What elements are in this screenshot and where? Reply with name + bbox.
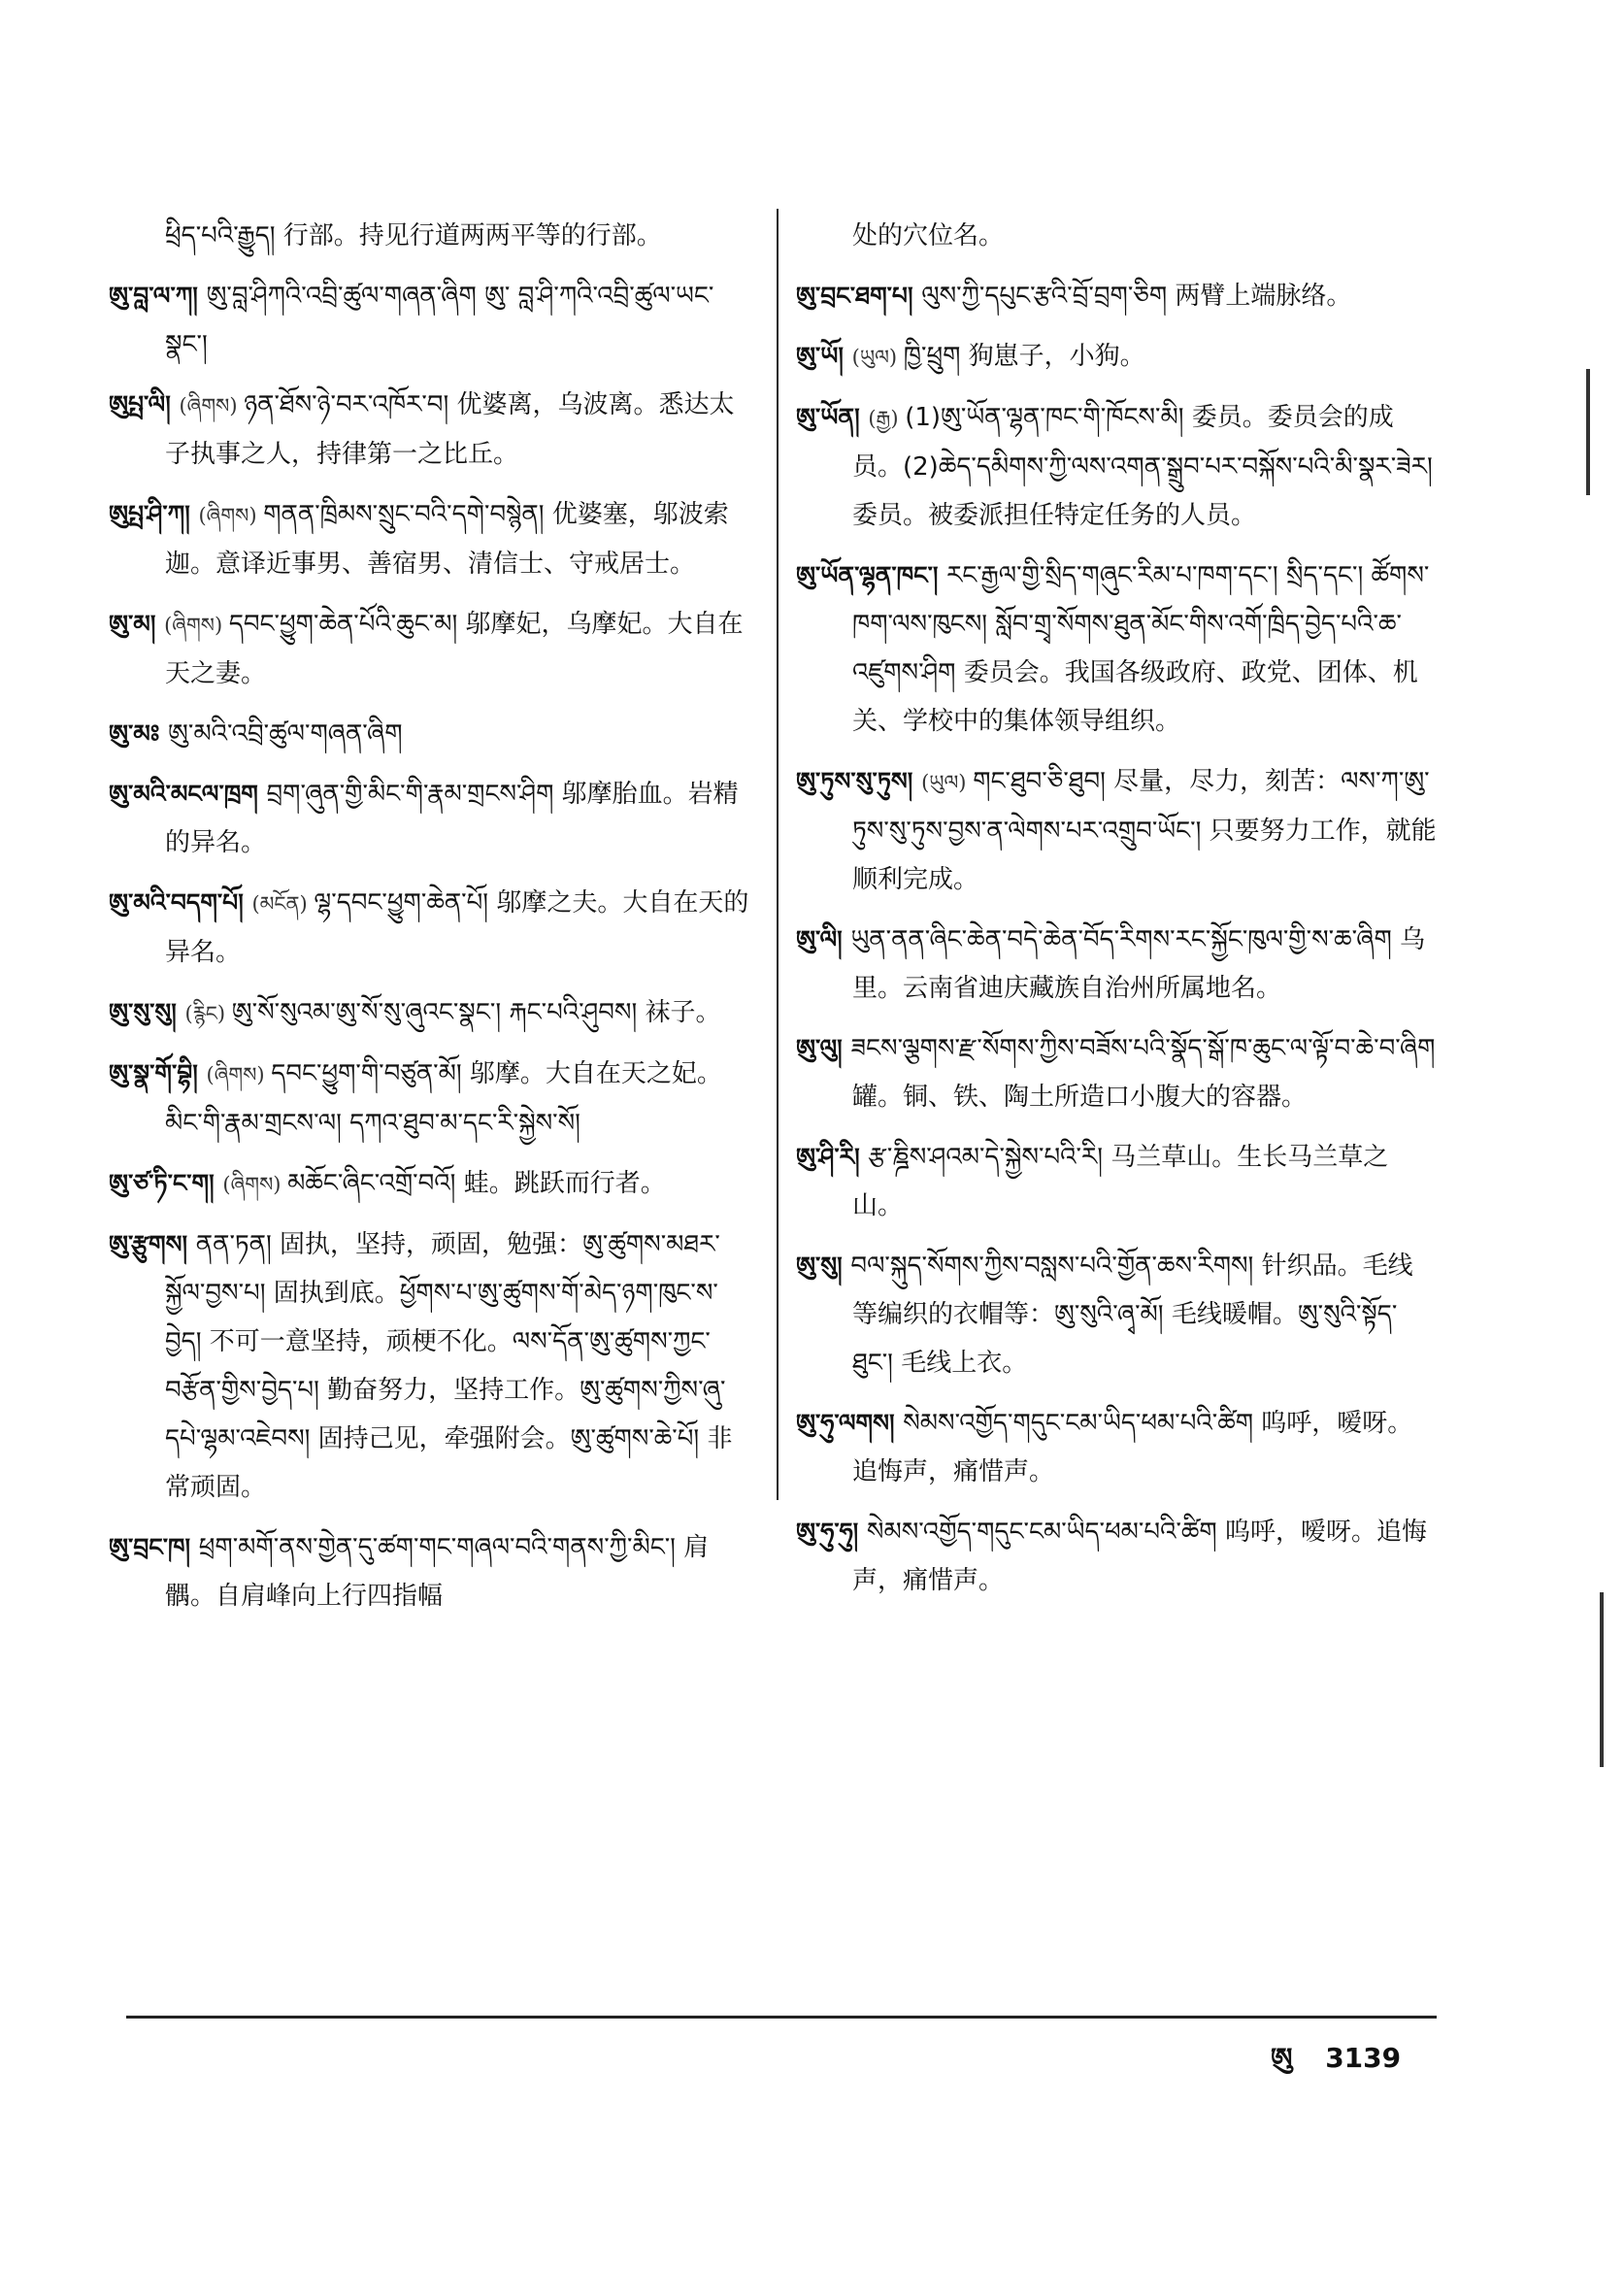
entry-headword: ཨུཔྤ་ལི།: [109, 390, 180, 418]
entry-headword: ཨུ་ཧུ་ཧུ།: [796, 1518, 867, 1546]
entry-headword: ཨུ་རྩུགས།: [109, 1230, 196, 1258]
dictionary-entry: [109, 1220, 754, 1512]
entry-definition: རང་རྒྱལ་གྱི་སྲིད་གཞུང་རིམ་པ་ཁག་དང་། སྲིད་དང་། ཚོགས་ཁག་ལས་ཁུངས། སློབ་གྲྭ་སོགས་ཐུན་མོང་གིས་འགོ་ཁྲིད་བྱེད་པའི་ཆ་འཛུགས་ཤིག 委员会。我国各级政府、政党、团体、机关、学校中的集体领导组织。: [852, 561, 1430, 736]
entry-headword: ཨུ་ཧུ་ལགས།: [796, 1409, 904, 1437]
dictionary-entry: [796, 757, 1437, 904]
dictionary-entry: [109, 381, 754, 479]
entry-headword: ཨུ་ཏུས་སུ་ཏུས།: [796, 767, 922, 795]
entry-definition: རྩ་ཎྜིས་ཤའམ་དེ་སྐྱེས་པའི་རི། 马兰草山。生长马兰草之山。: [852, 1143, 1389, 1220]
entry-source-tag: (རྒྱ): [868, 407, 906, 430]
dictionary-entry: [109, 879, 754, 977]
entry-definition: མཆོང་ཞིང་འགྲོ་བའོ། 蛙。跳跃而行者。: [287, 1169, 666, 1198]
entry-headword: ཨུ་མ།: [109, 610, 165, 638]
entry-headword: ཨུ་ཙ་ཏི་ང་ག།: [109, 1169, 223, 1197]
entry-source-tag: (ཞིགས): [222, 1173, 288, 1196]
entry-source-tag: (ཞིགས): [206, 1063, 272, 1086]
dictionary-entry: [796, 1242, 1437, 1387]
entry-source-tag: (རྙིང): [184, 1002, 232, 1025]
entry-definition: ཟངས་ལྕགས་རྫ་སོགས་ཀྱིས་བཟོས་པའི་སྣོད་སྒོ་ཁ་ཆུང་ལ་ལྟོ་བ་ཆེ་བ་ཞིག 罐。铜、铁、陶土所造口小腹大的容器。: [850, 1034, 1436, 1112]
entry-headword: ཨུ་བྲང་ཁ།: [109, 1533, 199, 1561]
entry-definition: ཕྲག་མགོ་ནས་གྱེན་དུ་ཚག་གང་གཞལ་བའི་གནས་ཀྱི་མིང་། 肩髃。自肩峰向上行四指幅: [165, 1533, 710, 1611]
entry-headword: ཨུ་སུ།: [796, 1252, 851, 1280]
dictionary-entry: [796, 1133, 1437, 1230]
entry-headword: ཨུ་བླ་ལ་ཀ།: [109, 282, 207, 310]
entry-definition: ལུས་ཀྱི་དཔུང་རྩའི་བྲོ་བྲག་ཅིག 两臂上端脉络。: [921, 282, 1352, 311]
entry-headword: ཨུ་སུ་སུ།: [109, 998, 185, 1026]
footer-letter: ཨུ: [1271, 2042, 1293, 2074]
left-column: [109, 212, 754, 1632]
page-footer: [1247, 2027, 1401, 2104]
entry-definition: (1)ཨུ་ཡོན་ལྷན་ཁང་གི་ཁོངས་མི། 委员。委员会的成员。(2)ཆེད་དམིགས་ཀྱི་ལས་འགན་སྒྲུབ་པར་བསྐོས་པའི་མི་སྣར་ཟེར། 委员。被委派担任特定任务的人员。: [852, 403, 1433, 530]
entry-definition: ཨུ་མའི་འབྲི་ཚུལ་གཞན་ཞིག: [168, 719, 403, 749]
entry-headword: ཨུ་ཤི་རི།: [796, 1143, 869, 1171]
entry-headword: ཨུ་བྲང་ཐག་པ།: [796, 282, 922, 310]
footer-rule: [126, 2016, 1437, 2019]
dictionary-entry: [109, 710, 754, 758]
entry-definition: ནན་ཏན། 固执，坚持，顽固，勉强：ཨུ་ཚུགས་མཐར་སྐྱོལ་བྱས་པ། 固执到底。ཕྱོགས་པ་ཨུ་ཚུགས་གོ་མེད་ཉག་ཁུང་ས་བྱེད། 不可一意坚持，顽梗不化。ལས་དོན་ཨུ་ཚུགས་ཀྱང་བརྩོན་གྱིས་བྱེད་པ། 勤奋努力，坚持工作。ཨུ་ཚུགས་ཀྱིས་ཞུ་དཔེ་ལྷམ་འཇེབས། 固持己见，牵强附会。ཨུ་ཚུགས་ཆེ་པོ། 非常顽固。: [165, 1230, 733, 1502]
dictionary-entry: [796, 272, 1437, 320]
entry-headword: ཨུ་ཡོ།: [796, 342, 852, 370]
entry-headword: ཨུ་མཿ: [109, 719, 169, 748]
dictionary-entry: [796, 212, 1437, 260]
entry-source-tag: (མངོན): [251, 892, 315, 916]
dictionary-entry: [109, 770, 754, 867]
entry-definition: ཨུ་སོ་སུའམ་ཨུ་སོ་སུ་ཞུའང་སྣང་། རྐང་པའི་ཤུབས། 袜子。: [231, 998, 721, 1027]
entry-headword: ཨུ་སྣ་གོ་བྷི།: [109, 1059, 207, 1087]
entry-definition: ཡུན་ནན་ཞིང་ཆེན་བདེ་ཆེན་བོད་རིགས་རང་སྐྱོང་ཁུལ་གྱི་ས་ཆ་ཞིག 乌里。云南省迪庆藏族自治州所属地名。: [850, 925, 1426, 1003]
dictionary-entry: [796, 551, 1437, 746]
scan-margin-mark: [1586, 369, 1590, 495]
dictionary-entry: [796, 916, 1437, 1013]
dictionary-entry: [796, 393, 1437, 540]
entry-definition: ཨུ་བླ་ཤིཀའི་འབྲི་ཚུལ་གཞན་ཞིག ཨུ་ བླ་ཤི་ཀའི་འབྲི་ཚུལ་ཡང་སྣང་།: [165, 282, 714, 359]
entry-definition: ལྷ་དབང་ཕྱུག་ཆེན་པོ། 邬摩之夫。大自在天的异名。: [165, 888, 749, 967]
entry-definition: གནན་ཁྲིམས་སྲུང་བའི་དགེ་བསྙེན། 优婆塞，邬波索迦。意译近事男、善宿男、清信士、守戒居士。: [165, 500, 729, 579]
entry-source-tag: (ཞིགས): [179, 394, 245, 417]
dictionary-entry: [796, 1508, 1437, 1605]
entry-definition: སེམས་འགྱོད་གདུང་ངམ་ཡིད་ཕམ་པའི་ཚིག 呜呼，嗳呀。追悔声，痛惜声。: [852, 1518, 1427, 1595]
column-divider: [777, 209, 779, 1500]
dictionary-entry: [796, 332, 1437, 382]
entry-definition: དབང་ཕྱུག་ཆེན་པོའི་ཆུང་མ། 邬摩妃，乌摩妃。大自在天之妻。: [165, 610, 744, 688]
entry-headword: ཨུ་ཡོན།: [796, 403, 869, 431]
right-column: [796, 212, 1437, 1617]
dictionary-entry: [109, 1050, 754, 1148]
dictionary-entry: [109, 600, 754, 698]
dictionary-entry: [109, 490, 754, 588]
entry-definition: ཕྲིད་པའི་རྒྱུད། 行部。持见行道两两平等的行部。: [165, 221, 662, 250]
dictionary-entry: [109, 1159, 754, 1209]
entry-definition: དབང་ཕྱུག་གི་བཙུན་མོ། 邬摩。大自在天之妃。མིང་གི་རྣམ་གྲངས་ལ། དཀའ་ཐུབ་མ་དང་རི་སྐྱེས་སོ།: [165, 1059, 722, 1138]
entry-definition: ཉན་ཐོས་ཉེ་བར་འཁོར་བ། 优婆离，乌波离。悉达太子执事之人，持律第一之比丘。: [165, 390, 735, 469]
entry-definition: གང་ཐུབ་ཅི་ཐུབ། 尽量，尽力，刻苦：ལས་ཀ་ཨུ་ཏུས་སུ་ཏུས་བྱས་ན་ལེགས་པར་འགྲུབ་ཡོང་། 只要努力工作，就能顺利完成。: [852, 767, 1437, 894]
entry-headword: ཨུ་ལུ།: [796, 1034, 851, 1062]
entry-source-tag: (ཡུལ): [851, 346, 904, 369]
dictionary-entry: [796, 1399, 1437, 1496]
entry-definition: བལ་སྐུད་སོགས་ཀྱིས་བསླས་པའི་གྱོན་ཆས་རིགས། 针织品。毛线等编织的衣帽等：ཨུ་སུའི་ཞྭ་མོ། 毛线暖帽。ཨུ་སུའི་སྟོད་ཐུང་། 毛线上衣。: [850, 1252, 1413, 1378]
entry-headword: ཨུ་མའི་མངལ་ཁྲག: [109, 780, 267, 808]
dictionary-entry: [109, 212, 754, 260]
entry-definition: སེམས་འགྱོད་གདུང་ངམ་ཡིད་ཕམ་པའི་ཚིག 呜呼，嗳呀。追悔声，痛惜声。: [852, 1409, 1413, 1486]
dictionary-entry: [109, 272, 754, 369]
entry-definition: བྲག་ཞུན་གྱི་མིང་གི་རྣམ་གྲངས་ཤིག 邬摩胎血。岩精的异名。: [165, 780, 739, 857]
entry-source-tag: (ཞིགས): [198, 504, 264, 527]
entry-headword: ཨུ་ལི།: [796, 925, 851, 953]
dictionary-entry: [109, 1523, 754, 1620]
entry-definition: ཁྱི་ཕྲུག 狗崽子，小狗。: [903, 342, 1145, 371]
entry-source-tag: (ཡུལ): [921, 771, 974, 794]
entry-headword: ཨུ་ཡོན་ལྷན་ཁང་།: [796, 561, 947, 589]
scan-margin-mark: [1600, 1592, 1604, 1767]
dictionary-entry: [109, 988, 754, 1038]
entry-headword: ཨུ་མའི་བདག་པོ།: [109, 888, 252, 917]
entry-source-tag: (ཞིགས): [164, 614, 229, 637]
dictionary-entry: [796, 1024, 1437, 1121]
page-number: 3139: [1325, 2042, 1402, 2074]
entry-definition: 处的穴位名。: [852, 221, 1005, 250]
entry-headword: ཨུཔྤ་ཤི་ཀ།: [109, 500, 199, 528]
